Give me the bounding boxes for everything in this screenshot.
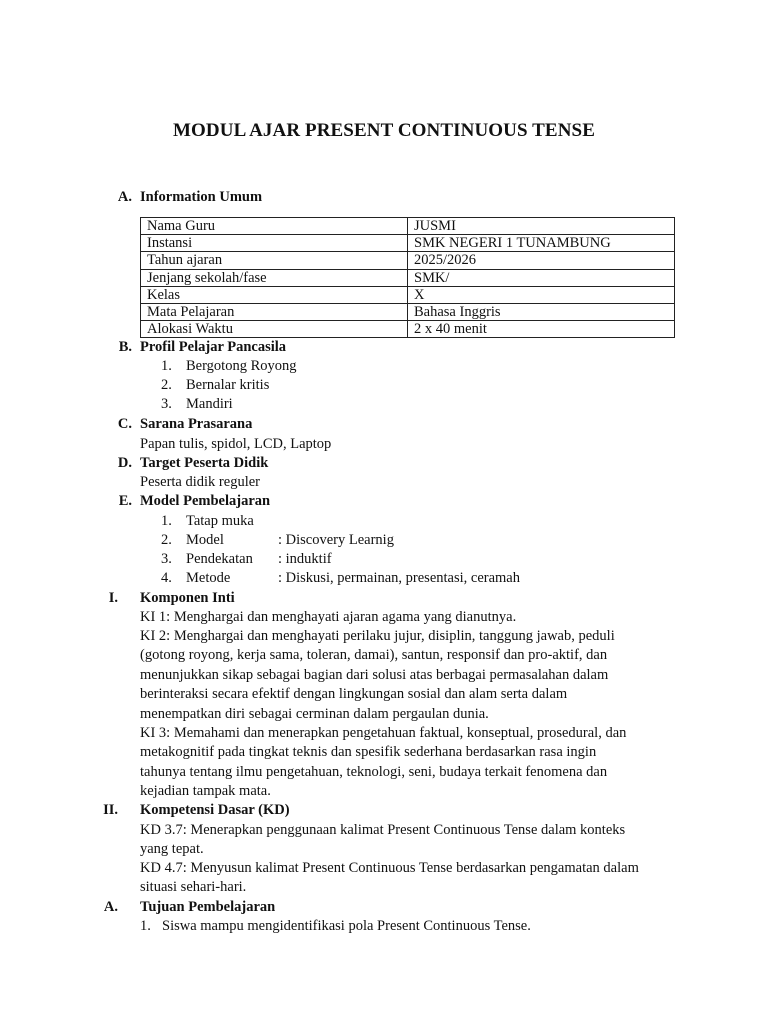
- list-item-value: : Discovery Learnig: [278, 532, 394, 548]
- section-e-heading: Model Pembelajaran: [140, 493, 271, 509]
- section-b-label: B.: [118, 339, 132, 355]
- ki2-line: KI 2: Menghargai dan menghayati perilaku jujur, disiplin, tanggung jawab, peduli: [140, 628, 615, 644]
- list-item-number: 3.: [161, 551, 172, 567]
- table-value: X: [408, 286, 675, 303]
- section-d-text: Peserta didik reguler: [140, 474, 260, 490]
- list-item-number: 2.: [161, 377, 172, 393]
- kd47-line: KD 4.7: Menyusun kalimat Present Continuous Tense berdasarkan pengamatan dalam: [140, 860, 639, 876]
- section-d-heading: Target Peserta Didik: [140, 455, 269, 471]
- table-key: Instansi: [141, 235, 408, 252]
- list-item: Metode: [186, 570, 231, 586]
- list-item-value: : induktif: [278, 551, 332, 567]
- section-a-heading: Information Umum: [140, 189, 263, 205]
- section-tujuan-heading: Tujuan Pembelajaran: [140, 899, 276, 915]
- table-row: [141, 218, 675, 235]
- table-value: JUSMI: [408, 218, 675, 235]
- list-item-number: 1.: [161, 358, 172, 374]
- list-item: Mandiri: [186, 396, 233, 412]
- list-item-number: 4.: [161, 570, 172, 586]
- table-row: [141, 303, 675, 320]
- section-i-heading: Komponen Inti: [140, 590, 235, 606]
- list-item-number: 3.: [161, 396, 172, 412]
- kd47-line: situasi sehari-hari.: [140, 879, 247, 895]
- ki3-line: KI 3: Memahami dan menerapkan pengetahuan faktual, konseptual, prosedural, dan: [140, 725, 627, 741]
- ki2-line: berinteraksi secara efektif dengan lingkungan sosial dan alam serta dalam: [140, 686, 568, 703]
- section-c-label: C.: [117, 416, 132, 432]
- ki3-line: kejadian tampak mata.: [140, 783, 271, 800]
- table-value: Bahasa Inggris: [408, 303, 675, 320]
- section-c-text: Papan tulis, spidol, LCD, Laptop: [140, 436, 332, 452]
- table-key: Kelas: [141, 286, 408, 303]
- table-value: 2 x 40 menit: [408, 321, 675, 338]
- list-item: Siswa mampu mengidentifikasi pola Present Continuous Tense.: [162, 918, 531, 934]
- list-item: Bernalar kritis: [186, 377, 270, 393]
- table-row: [141, 269, 675, 286]
- kd37-line: yang tepat.: [140, 841, 204, 857]
- ki1-text: KI 1: Menghargai dan menghayati ajaran agama yang dianutnya.: [140, 609, 517, 625]
- info-table: [140, 217, 675, 338]
- table-key: Jenjang sekolah/fase: [141, 269, 408, 286]
- table-row: [141, 235, 675, 252]
- kd37-line: KD 3.7: Menerapkan penggunaan kalimat Present Continuous Tense dalam konteks: [140, 822, 626, 838]
- table-key: Tahun ajaran: [141, 252, 408, 269]
- table-value: SMK/: [408, 269, 675, 286]
- table-row: [141, 252, 675, 269]
- table-row: [141, 321, 675, 338]
- list-item: Model: [186, 532, 224, 548]
- section-i-label: I.: [108, 590, 118, 606]
- ki2-line: menunjukkan sikap sebagai bagian dari solusi atas berbagai permasalahan dalam: [140, 666, 609, 683]
- section-a-label: A.: [117, 189, 132, 205]
- list-item-number: 1.: [161, 513, 172, 529]
- section-ii-heading: Kompetensi Dasar (KD): [140, 802, 290, 818]
- document-title: MODUL AJAR PRESENT CONTINUOUS TENSE: [173, 120, 595, 141]
- ki2-line: menempatkan diri sebagai cerminan dalam pergaulan dunia.: [140, 705, 489, 722]
- table-key: Nama Guru: [141, 218, 408, 235]
- table-key: Alokasi Waktu: [141, 321, 408, 338]
- table-value: SMK NEGERI 1 TUNAMBUNG: [408, 235, 675, 252]
- section-ii-label: II.: [103, 802, 118, 818]
- list-item: Bergotong Royong: [186, 358, 297, 374]
- ki2-paragraph: [140, 627, 675, 724]
- section-d-label: D.: [117, 455, 132, 471]
- ki3-paragraph: [140, 724, 675, 802]
- list-item: Tatap muka: [186, 513, 254, 529]
- section-b-heading: Profil Pelajar Pancasila: [140, 339, 287, 355]
- section-tujuan-label: A.: [103, 899, 118, 915]
- table-key: Mata Pelajaran: [141, 303, 408, 320]
- section-c-heading: Sarana Prasarana: [140, 416, 253, 432]
- table-value: 2025/2026: [408, 252, 675, 269]
- table-row: [141, 286, 675, 303]
- ki3-line: tahunya tentang ilmu pengetahuan, teknologi, seni, budaya terkait fenomena dan: [140, 763, 608, 780]
- list-item: Pendekatan: [186, 551, 253, 567]
- ki2-line: (gotong royong, kerja sama, toleran, damai), santun, responsif dan pro-aktif, dan: [140, 647, 608, 664]
- ki3-line: metakognitif pada tingkat teknis dan spesifik sederhana berdasarkan rasa ingin: [140, 744, 597, 761]
- section-e-label: E.: [118, 493, 132, 509]
- list-item-number: 1.: [140, 918, 151, 934]
- list-item-number: 2.: [161, 532, 172, 548]
- list-item-value: : Diskusi, permainan, presentasi, ceramah: [278, 570, 520, 586]
